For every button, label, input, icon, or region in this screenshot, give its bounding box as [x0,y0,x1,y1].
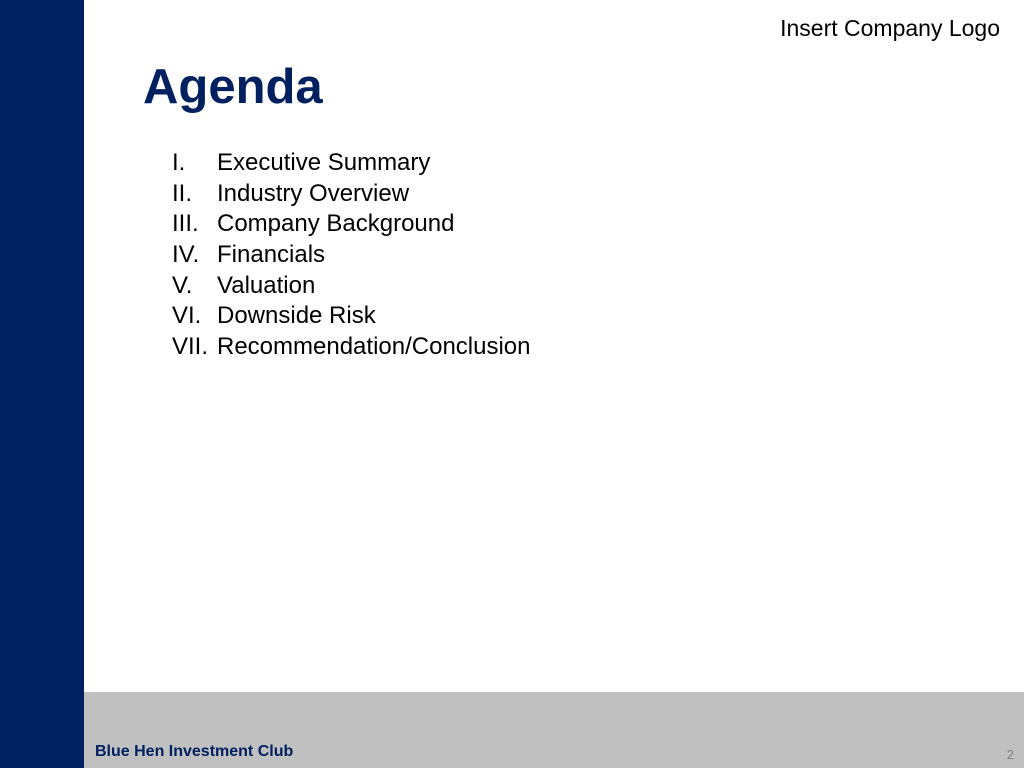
slide-title: Agenda [143,60,323,114]
page-number: 2 [1006,747,1014,762]
agenda-item-label: Valuation [217,271,316,299]
left-accent-bar [0,0,84,768]
agenda-item-numeral: VI. [172,302,202,330]
agenda-item-label: Executive Summary [217,149,431,176]
agenda-list [172,148,531,363]
agenda-item-label: Financials [217,241,326,269]
agenda-item-numeral: IV. [172,241,200,269]
company-logo-placeholder: Insert Company Logo [780,15,1000,41]
agenda-item-label: Recommendation/Conclusion [217,333,531,361]
agenda-item-numeral: VII. [172,333,209,361]
agenda-item [172,179,531,210]
agenda-item-numeral: II. [172,179,193,207]
footer-club-name: Blue Hen Investment Club [95,743,294,760]
agenda-item [172,240,531,271]
agenda-item-label: Industry Overview [217,179,410,207]
agenda-item-label: Downside Risk [217,302,376,330]
agenda-item-label: Company Background [217,210,455,238]
agenda-item-numeral: V. [172,271,193,299]
agenda-item [172,271,531,302]
agenda-item [172,301,531,332]
agenda-item [172,332,531,363]
agenda-item [172,148,531,179]
agenda-item [172,209,531,240]
agenda-item-numeral: III. [172,210,199,238]
agenda-item-numeral: I. [172,149,186,176]
